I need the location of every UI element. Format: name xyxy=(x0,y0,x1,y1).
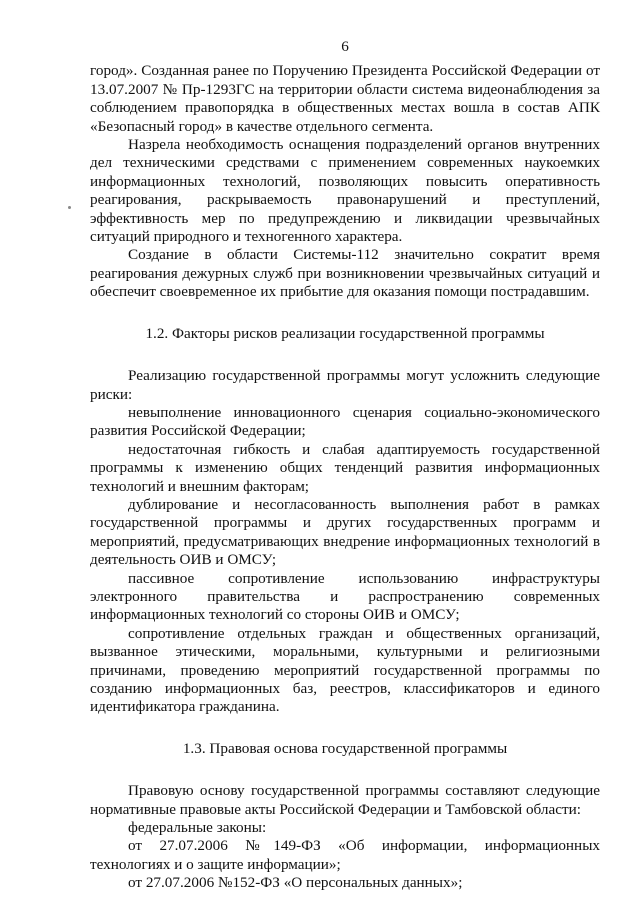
risk-item: дублирование и несогласованность выполнения работ в рамках государственной программы и других государственных программ и мероприятий, предусматривающих внедрение информационных технологий в деятельность ОИВ и ОМСУ; xyxy=(90,495,600,569)
paragraph-equipment-need: Назрела необходимость оснащения подразделений органов внутренних дел техническими средствами с применением современных наукоемких информационных технологий, позволяющих повысить оперативность реагирования, раскрываемость правонарушений и преступлений, эффективность мер по предупреждению и ликвидации чрезвычайных ситуаций природного и техногенного характера. xyxy=(90,136,600,246)
scan-speck xyxy=(68,206,71,209)
legal-basis-intro: Правовую основу государственной программы составляют следующие нормативные правовые акты Российской Федерации и Тамбовской области: xyxy=(90,782,600,818)
paragraph-system-112: Создание в области Системы-112 значительно сократит время реагирования дежурных служб при возникновении чрезвычайных ситуаций и обеспечит своевременное их прибытие для оказания помощи пострадавшим. xyxy=(90,246,600,301)
document-page xyxy=(90,38,600,893)
risk-item: пассивное сопротивление использованию инфраструктуры электронного правительства и распространению современных информационных технологий со стороны ОИВ и ОМСУ; xyxy=(90,569,600,624)
risk-item: невыполнение инновационного сценария социально-экономического развития Российской Федерации; xyxy=(90,403,600,440)
risk-item: сопротивление отдельных граждан и общественных организаций, вызванное этическими, моральными, культурными и религиозными причинами, проведению мероприятий государственной программы по созданию информационных баз, реестров, классификаторов и единого идентификатора гражданина. xyxy=(90,624,600,716)
legal-item: федеральные законы: xyxy=(128,819,267,837)
risks-intro: Реализацию государственной программы могут усложнить следующие риски: xyxy=(90,367,600,403)
legal-item: от 27.07.2006 №152-ФЗ «О персональных данных»; xyxy=(128,874,463,892)
section-heading-legal-basis: 1.3. Правовая основа государственной программы xyxy=(182,739,508,757)
legal-item: от 27.07.2006 №149-ФЗ «Об информации, информационных технологиях и о защите информации»; xyxy=(90,837,600,873)
risk-item: недостаточная гибкость и слабая адаптируемость государственной программы к изменению общих тенденций развития информационных технологий и внешним факторам; xyxy=(90,440,600,495)
section-heading-risks: 1.2. Факторы рисков реализации государственной программы xyxy=(145,324,545,342)
paragraph-continuation: город». Созданная ранее по Поручению Президента Российской Федерации от 13.07.2007 № Пр-1293ГС на территории области система видеонаблюдения за соблюдением правопорядка в общественных местах вошла в состав АПК «Безопасный город» в качестве отдельного сегмента. xyxy=(90,62,600,135)
page-number: 6 xyxy=(341,38,349,55)
